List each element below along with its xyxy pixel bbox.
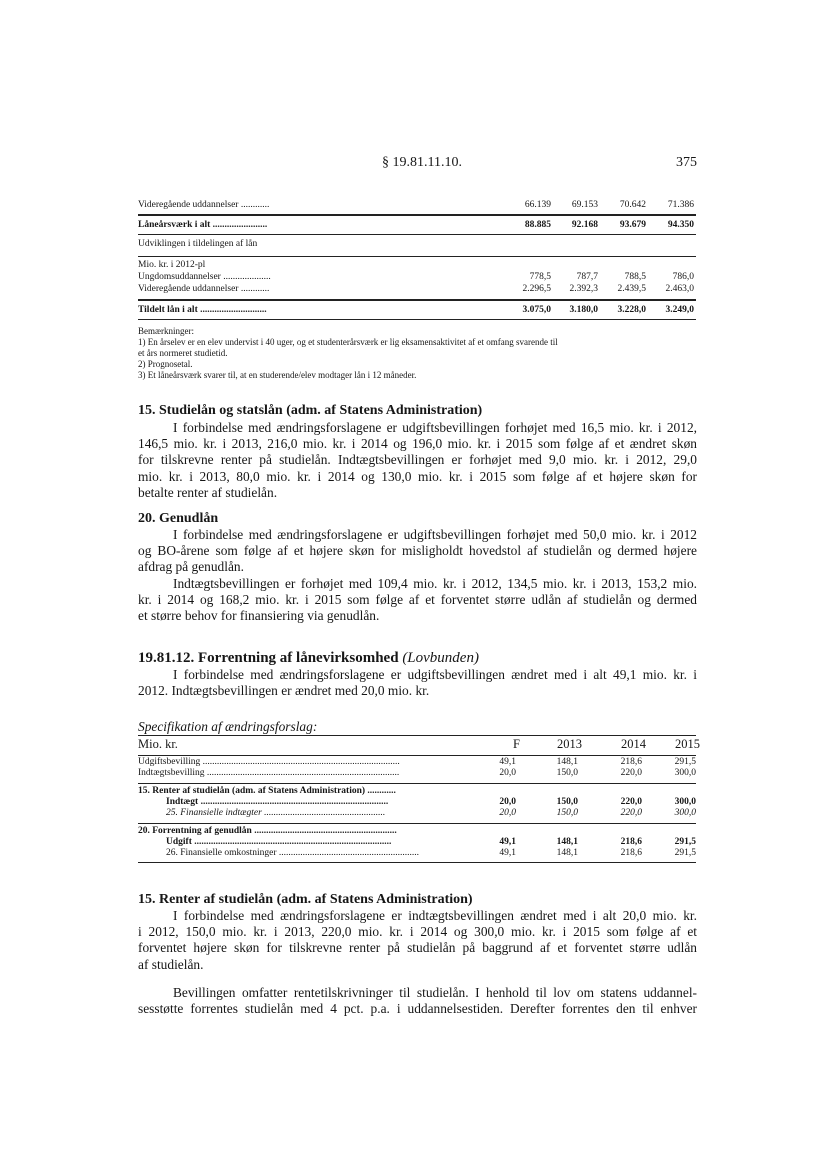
paragraph: I forbindelse med ændringsforslagene er indtægtsbevillingen ændret med i alt 20,0 mio. kr. i 2012, 150,0 mio. kr. i 2013, 220,0 mio. kr. i 2014 og 300,0 mio. kr. i 2015 som følge af et forventet højere skøn for tilskrevne renter på studielån på baggrund af et forventet større udlån af studielån. [138,908,697,972]
divider [138,783,696,784]
table-row: Udgift ................................................................................... 49,1 148,1 218,6 291,5 [166,837,696,847]
section-heading: 20. Genudlån [138,511,219,526]
divider [138,214,696,216]
divider [138,299,696,301]
divider [138,234,696,235]
table-row: Indtægtsbevilling ................................................................................. 20,0 150,0 220,0 300,0 [138,768,696,778]
divider [138,862,696,863]
section-heading: 19.81.12. Forrentning af lånevirksomhed (Lovbunden) [138,650,479,666]
table-row: Videregående uddannelser ............ 66.139 69.153 70.642 71.386 [138,200,694,210]
table-row: Udgiftsbevilling ................................................................................... 49,1 148,1 218,6 291,5 [138,757,696,767]
remarks: Bemærkninger: 1) En årselev er en elev undervist i 40 uger, og et studenterårsværk er lig eksamensaktivitet af et omfang svarende til et års normeret studietid. 2) Prognosetal. 3) Et låneårsværk svarer til, at en studerende/elev modtager lån i 12 måneder. [138,326,558,380]
divider [138,319,696,320]
divider [138,755,696,756]
section-heading: 15. Renter af studielån (adm. af Statens Administration) [138,892,473,907]
paragraph: I forbindelse med ændringsforslagene er udgiftsbevillingen ændret med i alt 49,1 mio. kr. i 2012. Indtægtsbevillingen er ændret med 20,0 mio. kr. [138,667,697,699]
table-row-total: Låneårsværk i alt ....................... 88.885 92.168 93.679 94.350 [138,220,694,230]
spec-title: Specifikation af ændringsforslag: [138,719,318,734]
paragraph: I forbindelse med ændringsforslagene er udgiftsbevillingen forhøjet med 16,5 mio. kr. i 2012, 146,5 mio. kr. i 2013, 216,0 mio. kr. i 2014 og 196,0 mio. kr. i 2015 som følge af et ændret skøn for tilskrevne renter på studielån. Indtægtsbevillingen er forhøjet med 9,0 mio. kr. i 2012, 29,0 mio. kr. i 2013, 80,0 mio. kr. i 2014 og 130,0 mio. kr. i 2015 som følge af et højere skøn for betalte renter af studielån. [138,420,697,500]
unit-label: Mio. kr. i 2012-pl [138,260,206,270]
divider [138,256,696,257]
section-heading: 15. Studielån og statslån (adm. af Statens Administration) [138,403,483,418]
table-row: 25. Finansielle indtægter ................................................... 20,0 150,0 220,0 300,0 [166,808,696,818]
table-header: Mio. kr. F 2013 2014 2015 [138,737,700,751]
table-row-total: Tildelt lån i alt ............................ 3.075,0 3.180,0 3.228,0 3.249,0 [138,305,694,315]
paragraph: Bevillingen omfatter rentetilskrivninger til studielån. I henhold til lov om statens uddannel- sesstøtte forrentes studielån med 4 pct. p.a. i uddannelsestiden. Derefter forrentes den til enhver [138,985,697,1017]
table-row: Videregående uddannelser ............ 2.296,5 2.392,3 2.439,5 2.463,0 [138,284,694,294]
table-row: Ungdomsuddannelser .................... 778,5 787,7 788,5 786,0 [138,272,694,282]
paragraph: I forbindelse med ændringsforslagene er udgiftsbevillingen forhøjet med 50,0 mio. kr. i 2012 og BO-årene som følge af et højere skøn for misligholdt hovedstol af studielån og dermed højere afdrag på genudlån. Indtægtsbevillingen er forhøjet med 109,4 mio. kr. i 2012, 134,5 mio. kr. i 2013, 153,2 mio. kr. i 2014 og 168,2 mio. kr. i 2015 som følge af et forventet større udlån af studielån og dermed et større behov for finansiering via genudlån. [138,527,697,624]
table-group-title: 20. Forrentning af genudlån ............................................................ [138,826,397,836]
divider [138,823,696,824]
table-section-title: Udviklingen i tildelingen af lån [138,239,258,249]
table-row: Indtægt ............................................................................... 20,0 150,0 220,0 300,0 [166,797,696,807]
section-reference: § 19.81.11.10. [382,155,462,170]
table-group-title: 15. Renter af studielån (adm. af Statens Administration) ............ [138,786,396,796]
page-number: 375 [676,155,697,170]
table-row: 26. Finansielle omkostninger ........................................................... 49,1 148,1 218,6 291,5 [166,848,696,858]
divider [138,735,696,736]
